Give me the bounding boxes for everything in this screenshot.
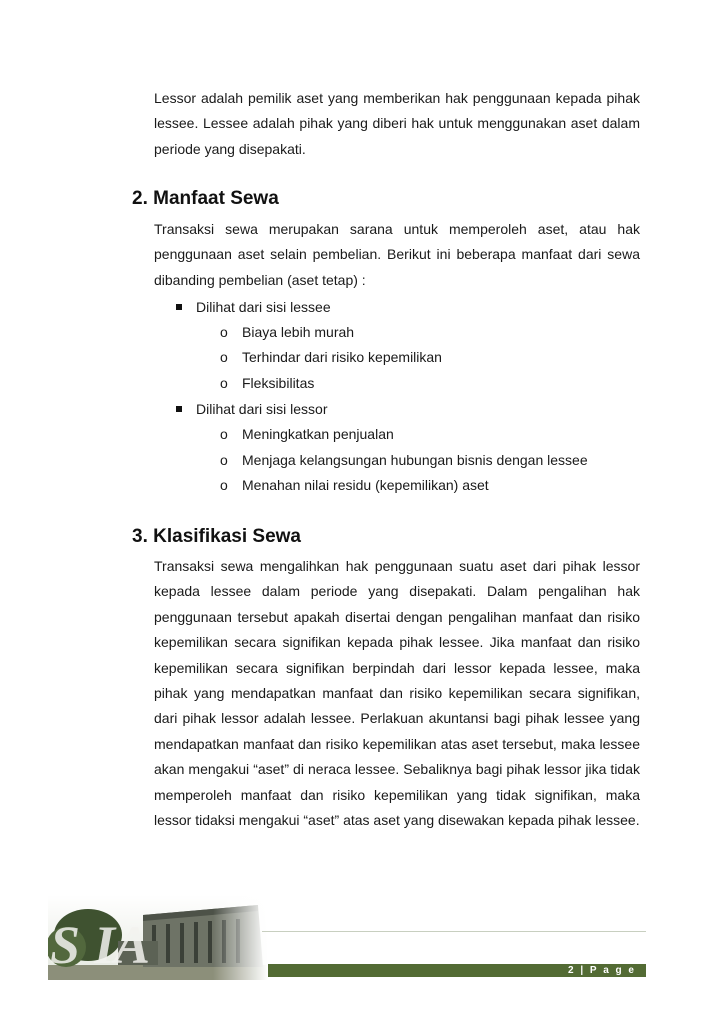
circle-bullet-icon: o bbox=[220, 349, 228, 365]
intro-paragraph: Lessor adalah pemilik aset yang memberikan hak penggunaan kepada pihak lessee. Lessee adalah pihak yang diberi hak untuk menggunakan aset dalam periode yang disepakati. bbox=[154, 90, 640, 157]
section-heading-klasifikasi-sewa: 3. Klasifikasi Sewa bbox=[132, 526, 301, 547]
sub-bullet-item: o Biaya lebih murah bbox=[220, 324, 355, 340]
manfaat-sewa-paragraph: Transaksi sewa merupakan sarana untuk memperoleh aset, atau hak penggunaan aset selain pembelian. Berikut ini beberapa manfaat dari sewa dibanding pembelian (aset tetap) : bbox=[154, 221, 640, 288]
sub-bullet-item: o Terhindar dari risiko kepemilikan bbox=[220, 349, 442, 365]
square-bullet-icon bbox=[176, 406, 182, 412]
building-logo-icon bbox=[48, 895, 268, 980]
footer-divider bbox=[262, 931, 646, 932]
sub-bullet-item: o Fleksibilitas bbox=[220, 375, 315, 391]
bullet-item: Dilihat dari sisi lessee bbox=[176, 299, 331, 315]
page-number: 2 | P a g e bbox=[568, 965, 636, 976]
circle-bullet-icon: o bbox=[220, 477, 228, 493]
footer-building-image bbox=[48, 895, 268, 980]
sub-bullet-item: o Menjaga kelangsungan hubungan bisnis dengan lessee bbox=[220, 452, 588, 468]
section-heading-manfaat-sewa: 2. Manfaat Sewa bbox=[132, 188, 279, 209]
sub-bullet-item: o Meningkatkan penjualan bbox=[220, 426, 394, 442]
circle-bullet-icon: o bbox=[220, 375, 228, 391]
klasifikasi-sewa-paragraph: Transaksi sewa mengalihkan hak penggunaan suatu aset dari pihak lessor kepada lessee dalam periode yang disepakati. Dalam pengalihan hak penggunaan tersebut apakah disertai dengan pengalihan manfaat dan risiko kepemilikan secara signifikan kepada pihak lessee. Jika manfaat dan risiko kepemilikan secara signifikan berpindah dari lessor kepada lessee, maka pihak yang mendapatkan manfaat dan risiko kepemilikan secara signifikan, dari pihak lessor adalah lessee. Perlakuan akuntansi bagi pihak lessee yang mendapatkan manfaat dan risiko kepemilikan atas aset tersebut, maka lessee akan mengakui “aset” di neraca lessee. Sebaliknya bagi pihak lessor jika tidak memperoleh manfaat dan risiko kepemilikan yang tidak signifikan, maka lessor tidaksi mengakui “aset” atas aset yang disewakan kepada pihak lessee. bbox=[154, 558, 640, 829]
circle-bullet-icon: o bbox=[220, 324, 228, 340]
footer-bar bbox=[268, 964, 646, 977]
sub-bullet-item: o Menahan nilai residu (kepemilikan) aset bbox=[220, 477, 489, 493]
bullet-item: Dilihat dari sisi lessor bbox=[176, 401, 327, 417]
circle-bullet-icon: o bbox=[220, 452, 228, 468]
square-bullet-icon bbox=[176, 304, 182, 310]
circle-bullet-icon: o bbox=[220, 426, 228, 442]
